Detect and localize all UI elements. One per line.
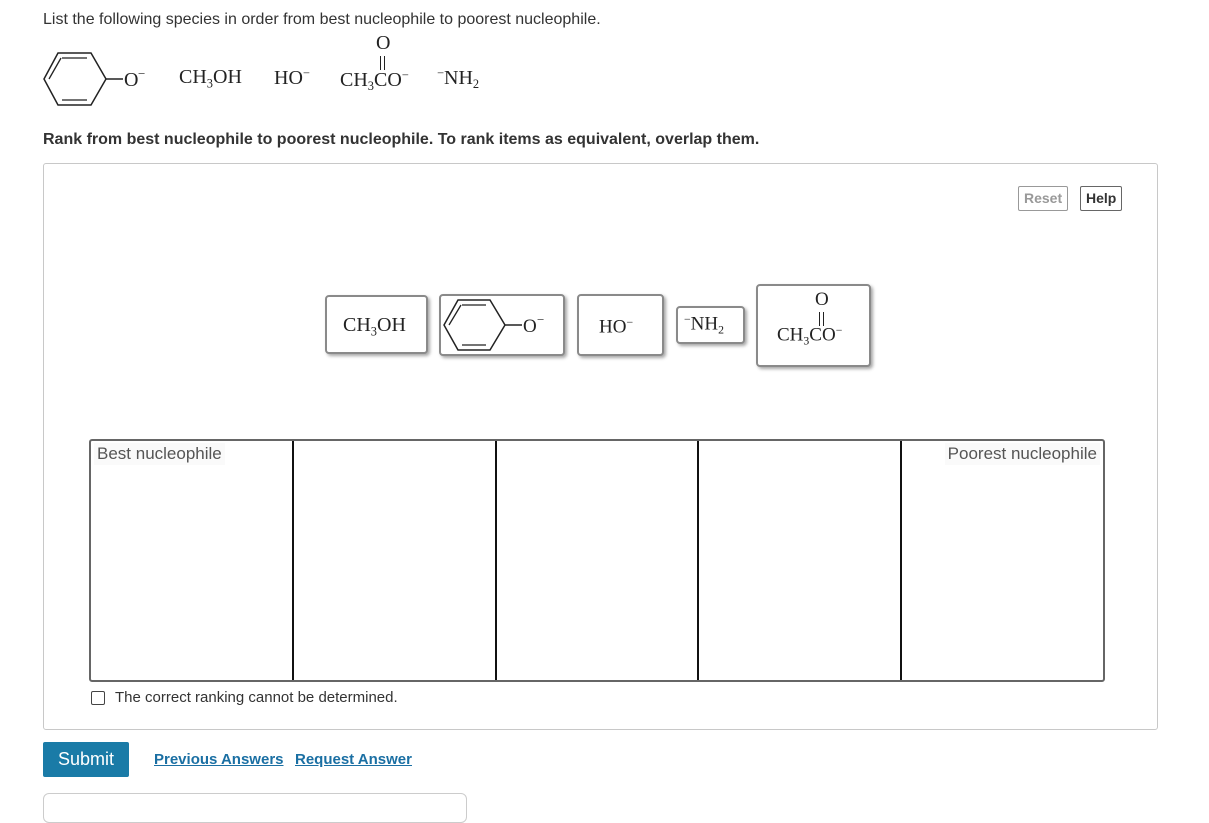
rank-bin-4[interactable] xyxy=(699,441,902,680)
acetate-species: O $CH_3CO^-$ xyxy=(340,32,409,93)
benzene-ring-icon xyxy=(441,296,563,354)
cannot-determine-option[interactable] xyxy=(91,689,398,706)
methanol-species: $CH_3OH$ xyxy=(179,66,242,91)
phenoxide-oxygen: O xyxy=(124,69,139,91)
tile-hydroxide[interactable]: HO− xyxy=(577,294,664,356)
tile-acetate[interactable]: O $CH_3CO^-$ xyxy=(756,284,871,367)
tile-phenoxide-charge: − xyxy=(537,312,545,327)
amide-species: $^-NH_2$ xyxy=(437,66,480,92)
hydroxide-species: HO− xyxy=(274,66,310,89)
acetate-carbonyl-oxygen: O xyxy=(376,32,391,54)
rank-bin-1[interactable] xyxy=(91,441,294,680)
ranking-bins xyxy=(89,439,1105,682)
question-text: List the following species in order from best nucleophile to poorest nucleophile. xyxy=(43,11,601,28)
cannot-determine-checkbox[interactable] xyxy=(91,691,105,705)
request-answer-link[interactable]: Request Answer xyxy=(295,751,412,768)
rank-bin-2[interactable] xyxy=(294,441,497,680)
tile-phenoxide[interactable] xyxy=(439,294,565,356)
submit-button[interactable]: Submit xyxy=(43,742,129,777)
tile-amide[interactable]: $^-NH_2$ xyxy=(676,306,745,344)
tile-phenoxide-oxygen: O xyxy=(523,316,537,337)
best-nucleophile-label: Best nucleophile xyxy=(94,443,225,465)
previous-answers-link[interactable]: Previous Answers xyxy=(154,751,284,768)
feedback-box xyxy=(43,793,467,823)
rank-bin-3[interactable] xyxy=(497,441,700,680)
tile-methanol[interactable]: $CH_3OH$ xyxy=(325,295,428,354)
rank-instruction: Rank from best nucleophile to poorest nucleophile. To rank items as equivalent, overlap them. xyxy=(43,131,760,148)
phenoxide-charge: − xyxy=(138,66,146,81)
poorest-nucleophile-label: Poorest nucleophile xyxy=(945,443,1100,465)
reset-button[interactable]: Reset xyxy=(1018,186,1068,211)
help-button[interactable]: Help xyxy=(1080,186,1122,211)
benzene-ring-icon xyxy=(43,50,153,108)
rank-bin-5[interactable] xyxy=(902,441,1103,680)
tile-acetate-carbonyl-oxygen: O xyxy=(815,289,829,310)
cannot-determine-label: The correct ranking cannot be determined. xyxy=(115,689,398,706)
phenoxide-structure xyxy=(43,50,153,113)
